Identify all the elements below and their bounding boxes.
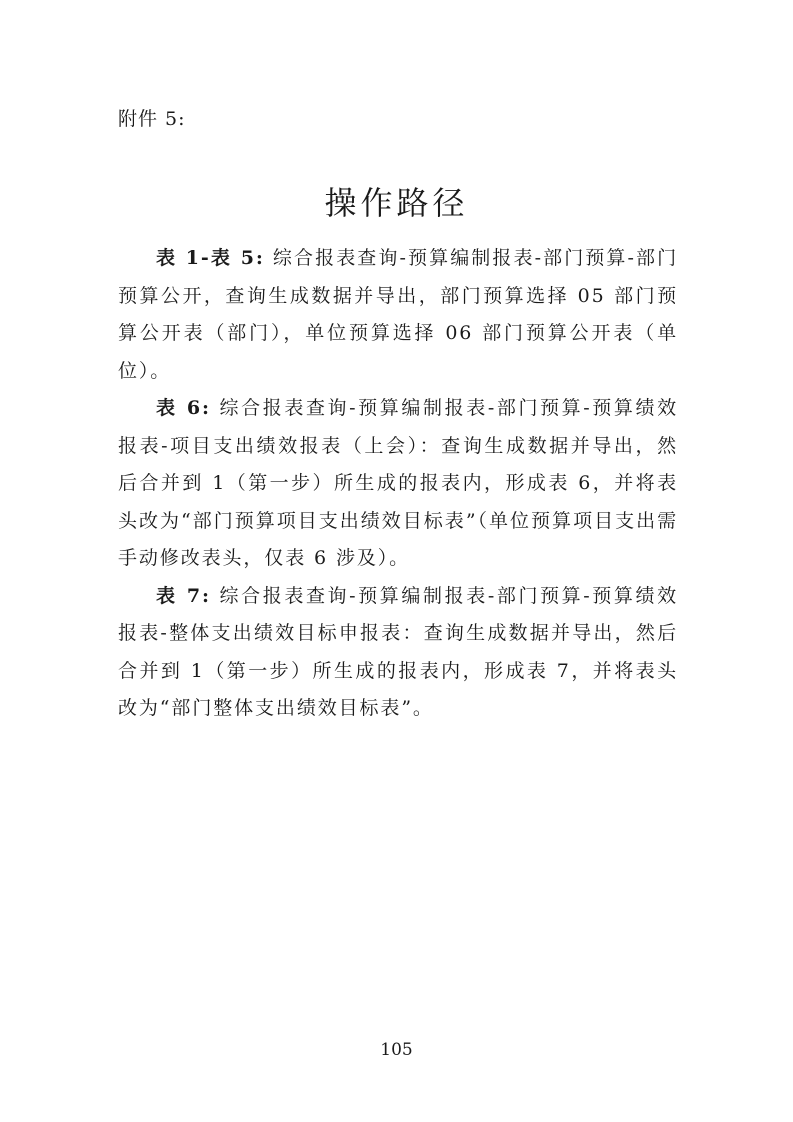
- paragraph-label: 表 7:: [156, 584, 211, 607]
- paragraph-table-7: [118, 578, 678, 728]
- page-number: 105: [380, 1040, 413, 1060]
- paragraph-table-1-5: [118, 240, 678, 390]
- paragraph-label: 表 6:: [156, 397, 211, 419]
- paragraph-table-6: [118, 390, 678, 578]
- paragraph-text: 综合报表查询-预算编制报表-部门预算-预算绩效报表-项目支出绩效报表（上会）：查询生成数据并导出，然后合并到 1（第一步）所生成的报表内，形成表 6，并将表头改为“部门预算项目支出绩效目标表”（单位预算项目支出需手动修改表头，仅表 6 涉及）。: [118, 397, 679, 569]
- paragraph-label: 表 1-表 5:: [156, 247, 265, 269]
- body-text: [118, 240, 678, 728]
- paragraph-text: 综合报表查询-预算编制报表-部门预算-预算绩效报表-整体支出绩效目标申报表：查询生成数据并导出，然后合并到 1（第一步）所生成的报表内，形成表 7，并将表头改为“部门整体支出绩效目标表”。: [118, 584, 679, 719]
- paragraph-text: 综合报表查询-预算编制报表-部门预算-部门预算公开，查询生成数据并导出，部门预算选择 05 部门预算公开表（部门），单位预算选择 06 部门预算公开表（单位）。: [118, 247, 678, 382]
- page-title: 操作路径: [324, 184, 469, 222]
- attachment-label: 附件 5:: [118, 108, 186, 130]
